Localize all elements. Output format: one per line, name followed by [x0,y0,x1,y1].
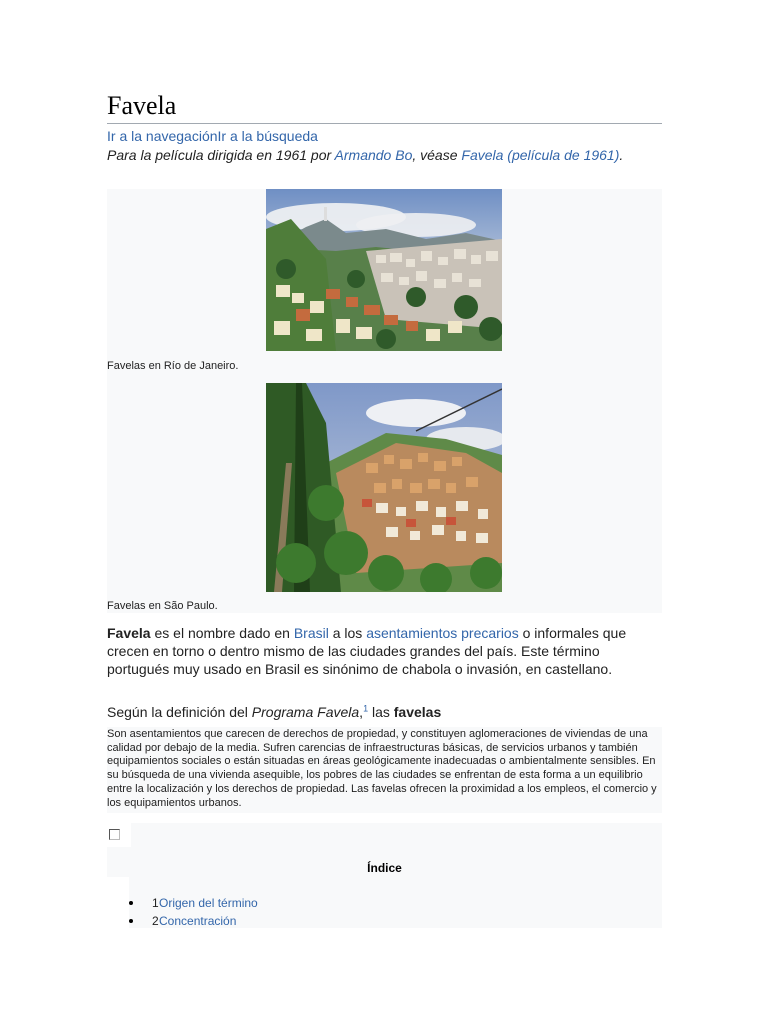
table-of-contents [107,823,662,928]
brasil-link[interactable]: Brasil [293,625,329,641]
favela-film-link[interactable]: Favela (película de 1961) [461,147,620,163]
bullet-icon [129,901,133,905]
figure-caption: Favelas en Río de Janeiro. [107,360,239,372]
hatnote-text: Para la película dirigida en 1961 por [107,147,335,163]
jump-links [107,127,318,145]
jump-to-navigation-link[interactable]: Ir a la navegación [107,128,218,144]
sao-paulo-favela-image [266,383,502,592]
title-divider [107,123,662,124]
intro-text: o informales que crecen en torno o dentro mismo de las ciudades grandes del país. Este término portugués muy usado en Brasil es sinónimo de chabola o invasión, en castellano. [107,625,627,677]
sao-paulo-favela-photo[interactable] [266,383,502,592]
toc-margin [107,877,129,928]
image-gallery [107,189,662,613]
definition-text: , [359,704,364,720]
definition-quote [107,727,662,813]
jump-to-search-link[interactable]: Ir a la búsqueda [217,128,318,144]
toc-link-concentracion[interactable]: Concentración [159,914,237,928]
intro-paragraph [107,624,647,678]
toc-item-number: 1 [152,896,159,910]
term-bold: Favela [107,625,151,641]
rio-favela-image [266,189,502,351]
hatnote-text: . [619,147,624,163]
reference-link[interactable]: 1 [363,703,369,714]
hatnote [107,146,647,164]
figure-caption: Favelas en São Paulo. [107,600,218,612]
toc-item-number: 2 [152,914,159,928]
page-title: Favela [107,91,177,120]
definition-paragraph [107,703,647,721]
program-name: Programa Favela [251,704,360,720]
toc-link-origen[interactable]: Origen del término [159,896,258,910]
toc-toggle-area [107,823,131,847]
bullet-icon [129,919,133,923]
asentamientos-precarios-link[interactable]: asentamientos precarios [366,625,519,641]
hatnote-text: , véase [412,147,462,163]
rio-favela-photo[interactable] [266,189,502,351]
armando-bo-link[interactable]: Armando Bo [334,147,413,163]
toc-toggle-checkbox[interactable] [109,829,120,840]
intro-text: es el nombre dado en [150,625,294,641]
definition-text: las [368,704,394,720]
definition-text: Según la definición del [107,704,252,720]
quote-text: Son asentamientos que carecen de derechos de propiedad, y constituyen aglomeraciones de viviendas de una calidad por debajo de la media. Sufren carencias de infraestructuras básicas, de servicios urbanos y también equipamientos sociales o están situadas en áreas geológicamente inadecuadas o ambientalmente sensibles. En su búsqueda de una vivienda asequible, los pobres de las ciudades se enfrentan de esta forma a un equilibrio entre la localización y los derechos de propiedad. Las favelas ofrecen la proximidad a los empleos, el comercio y los equipamientos urbanos. [107,728,657,809]
intro-text: a los [328,625,367,641]
favelas-bold: favelas [393,704,442,720]
toc-title: Índice [367,861,402,875]
